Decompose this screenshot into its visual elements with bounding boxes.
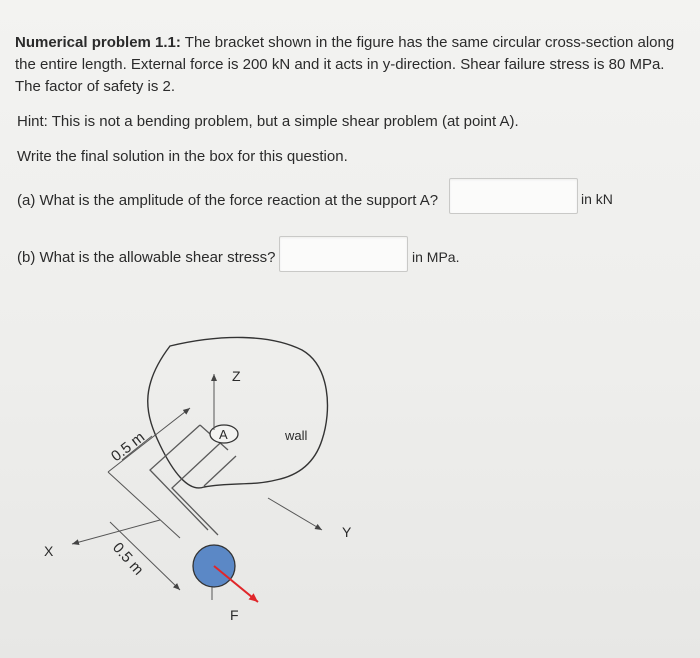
label-f: F xyxy=(230,607,239,623)
label-z: Z xyxy=(232,368,241,384)
problem-text: The bracket shown in the figure has the same circular cross-section along the entire length. External force is 200 kN and it acts in y-direction. Shear failure stress is 80 MPa. The factor of safety is 2. xyxy=(15,34,675,95)
question-b-text: (b) What is the allowable shear stress? xyxy=(17,249,276,266)
hint-text: Hint: This is not a bending problem, but a simple shear problem (at point A). xyxy=(17,113,519,130)
dim-upper: 0.5 m xyxy=(107,428,149,466)
dim-lower: 0.5 m xyxy=(109,539,147,579)
label-x: X xyxy=(44,543,54,559)
answer-b-unit: in MPa. xyxy=(412,249,460,265)
instruction-text: Write the final solution in the box for this question. xyxy=(17,148,348,165)
answer-a-unit: in kN xyxy=(581,191,613,207)
label-wall: wall xyxy=(285,428,308,443)
label-y: Y xyxy=(342,524,352,540)
label-a: A xyxy=(219,427,228,442)
problem-title: Numerical problem 1.1: xyxy=(15,34,181,51)
wall-outline xyxy=(148,337,328,488)
question-a-text: (a) What is the amplitude of the force reaction at the support A? xyxy=(17,192,439,209)
